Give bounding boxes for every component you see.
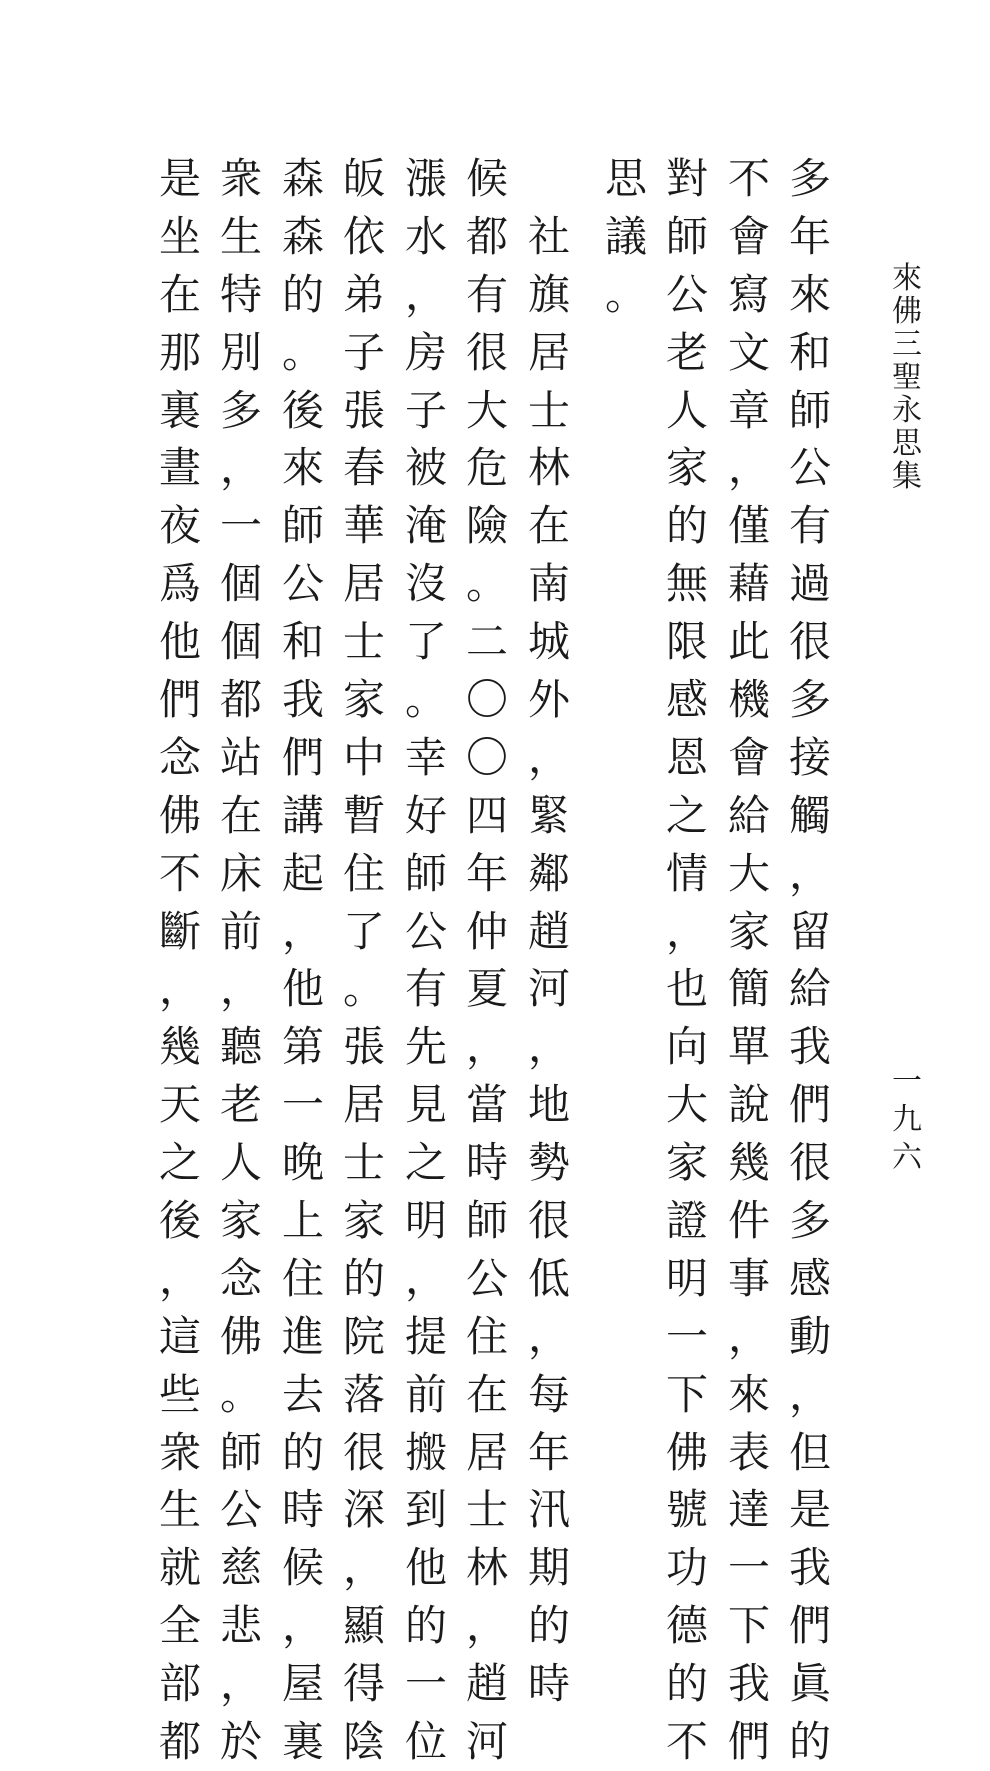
text-column-11: 衆 生 特 別 多 ， 一 個 個 都 站 在 床 前 ， 聽 老 人 家 念 佛 。 師 公 慈 悲 ， 於 [219,154,262,1767]
text-column-1: 多 年 來 和 師 公 有 過 很 多 接 觸 ， 留 給 我 們 很 多 感 動 ， 但 是 我 們 眞 的 [788,154,831,1767]
book-title: 來 佛 三 聖 永 思 集 [892,261,922,494]
text-column-2: 不 會 寫 文 章 ， 僅 藉 此 機 會 給 大 家 簡 單 說 幾 件 事 ， 來 表 達 一 下 我 們 [727,154,770,1767]
page-number: 一 九 六 [892,1064,922,1175]
text-column-4: 思 議 。 [604,154,647,319]
text-column-8: 漲 水 ， 房 子 被 淹 沒 了 。 幸 好 師 公 有 先 見 之 明 ， 提 前 搬 到 他 的 一 位 [404,154,447,1767]
text-column-6: 社 旗 居 士 林 在 南 城 外 ， 緊 鄰 趙 河 ， 地 勢 很 低 ， 每 年 汛 期 的 時 [527,211,570,1709]
text-column-12: 是 坐 在 那 裏 晝 夜 爲 他 們 念 佛 不 斷 ， 幾 天 之 後 ， 這 些 衆 生 就 全 部 都 [158,154,201,1767]
text-column-9: 皈 依 弟 子 張 春 華 居 士 家 中 暫 住 了 。 張 居 士 家 的 院 落 很 深 ， 顯 得 陰 [342,154,385,1767]
text-column-10: 森 森 的 。 後 來 師 公 和 我 們 講 起 ， 他 第 一 晚 上 住 進 去 的 時 候 ， 屋 裏 [281,154,324,1767]
text-column-3: 對 師 公 老 人 家 的 無 限 感 恩 之 情 ， 也 向 大 家 證 明 一 下 佛 號 功 德 的 不 [665,154,708,1767]
text-column-7: 候 都 有 很 大 危 險 。 二 〇 〇 四 年 仲 夏 ， 當 時 師 公 住 在 居 士 林 ， 趙 河 [465,154,508,1767]
